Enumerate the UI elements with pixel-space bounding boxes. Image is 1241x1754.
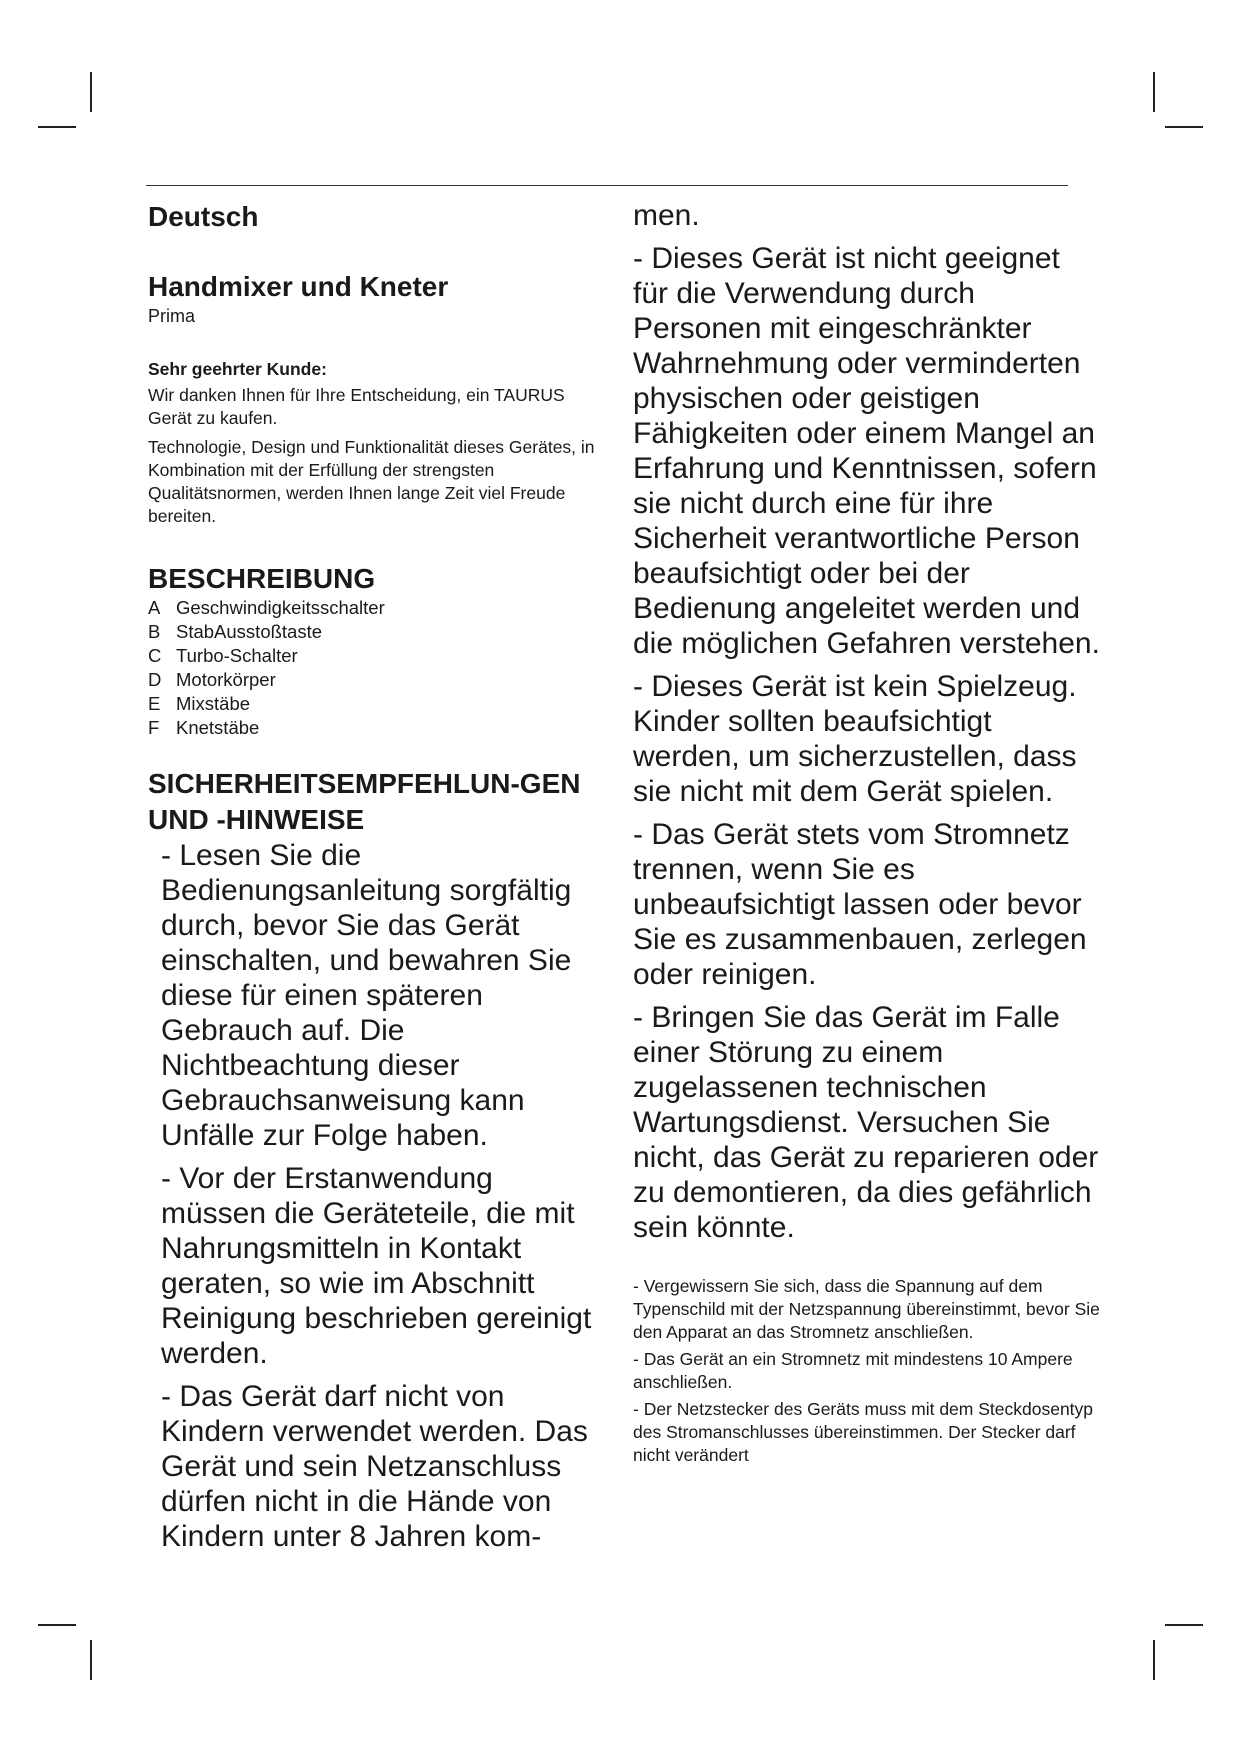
right-column: [633, 198, 1103, 1471]
part-letter: E: [148, 693, 161, 714]
parts-list: [148, 596, 598, 740]
part-label: Turbo-Schalter: [176, 645, 298, 666]
description-heading: BESCHREIBUNG: [148, 563, 376, 594]
language-heading: Deutsch: [148, 201, 259, 232]
safety-paragraph: - Lesen Sie die Bedienungsanleitung sorgfältig durch, bevor Sie das Gerät einschalten, und bewahren Sie diese für einen späteren Gebrauch auf. Die Nichtbeachtung dieser Gebrauchsanweisung kann Unfälle zur Folge haben.: [161, 839, 572, 1152]
part-label: Geschwindigkeitsschalter: [176, 597, 385, 618]
list-item: [148, 716, 598, 740]
part-letter: A: [148, 597, 161, 618]
product-model: Prima: [148, 306, 196, 326]
crop-mark: [1165, 126, 1203, 128]
list-item: [148, 668, 598, 692]
safety-paragraph: - Dieses Gerät ist nicht geeignet für die Verwendung durch Personen mit eingeschränkter Wahrnehmung oder verminderten physischen oder geistigen Fähigkeiten oder einem Mangel an Erfahrung und Kenntnissen, sofern sie nicht durch eine für ihre Sicherheit verantwortliche Person beaufsichtigt oder bei der Bedienung angeleitet werden und die möglichen Gefahren verstehen.: [633, 242, 1100, 660]
crop-mark: [90, 72, 92, 112]
intro-paragraph: Technologie, Design und Funktionalität dieses Gerätes, in Kombination mit der Erfüllung der strengsten Qualitätsnormen, werden Ihnen lange Zeit viel Freude bereiten.: [148, 437, 595, 526]
safety-paragraph: - Das Gerät stets vom Stromnetz trennen, wenn Sie es unbeaufsichtigt lassen oder bevor Sie es zusammenbauen, zerlegen oder reinigen.: [633, 818, 1087, 991]
product-title: Handmixer und Kneter: [148, 271, 449, 302]
safety-paragraph: - Vor der Erstanwendung müssen die Geräteteile, die mit Nahrungsmitteln in Kontakt geraten, so wie im Abschnitt Reinigung beschrieben gereinigt werden.: [161, 1162, 592, 1370]
part-label: StabAusstoßtaste: [176, 621, 323, 642]
list-item: [148, 644, 598, 668]
part-letter: D: [148, 669, 162, 690]
list-item: [148, 620, 598, 644]
part-letter: C: [148, 645, 162, 666]
safety-paragraph: - Das Gerät darf nicht von Kindern verwendet werden. Das Gerät und sein Netzanschluss dürfen nicht in die Hände von Kindern unter 8 Jahren kom-: [161, 1380, 588, 1553]
part-letter: B: [148, 621, 161, 642]
crop-mark: [38, 126, 76, 128]
part-letter: F: [148, 717, 160, 738]
crop-mark: [90, 1640, 92, 1680]
safety-paragraph: men.: [633, 199, 700, 232]
safety-heading: SICHERHEITSEMPFEHLUN-GEN UND -HINWEISE: [148, 768, 581, 835]
safety-note: - Das Gerät an ein Stromnetz mit mindestens 10 Ampere anschließen.: [633, 1349, 1073, 1392]
safety-paragraph: - Bringen Sie das Gerät im Falle einer Störung zu einem zugelassenen technischen Wartungsdienst. Versuchen Sie nicht, das Gerät zu reparieren oder zu demontieren, da dies gefährlich sein könnte.: [633, 1001, 1099, 1244]
header-rule: [146, 185, 1068, 186]
list-item: [148, 596, 598, 620]
safety-paragraph: - Dieses Gerät ist kein Spielzeug. Kinder sollten beaufsichtigt werden, um sicherzustellen, dass sie nicht mit dem Gerät spielen.: [633, 670, 1077, 808]
greeting: Sehr geehrter Kunde:: [148, 359, 327, 379]
crop-mark: [1153, 1640, 1155, 1680]
crop-mark: [1153, 72, 1155, 112]
list-item: [148, 692, 598, 716]
part-label: Mixstäbe: [176, 693, 251, 714]
crop-mark: [1165, 1624, 1203, 1626]
left-column: [148, 200, 598, 1562]
part-label: Motorkörper: [176, 669, 276, 690]
safety-note: - Der Netzstecker des Geräts muss mit dem Steckdosentyp des Stromanschlusses übereinstimmen. Der Stecker darf nicht verändert: [633, 1399, 1094, 1465]
part-label: Knetstäbe: [176, 717, 260, 738]
safety-note: - Vergewissern Sie sich, dass die Spannung auf dem Typenschild mit der Netzspannung übereinstimmt, bevor Sie den Apparat an das Stromnetz anschließen.: [633, 1276, 1100, 1342]
crop-mark: [38, 1624, 76, 1626]
intro-paragraph: Wir danken Ihnen für Ihre Entscheidung, ein TAURUS Gerät zu kaufen.: [148, 385, 565, 428]
